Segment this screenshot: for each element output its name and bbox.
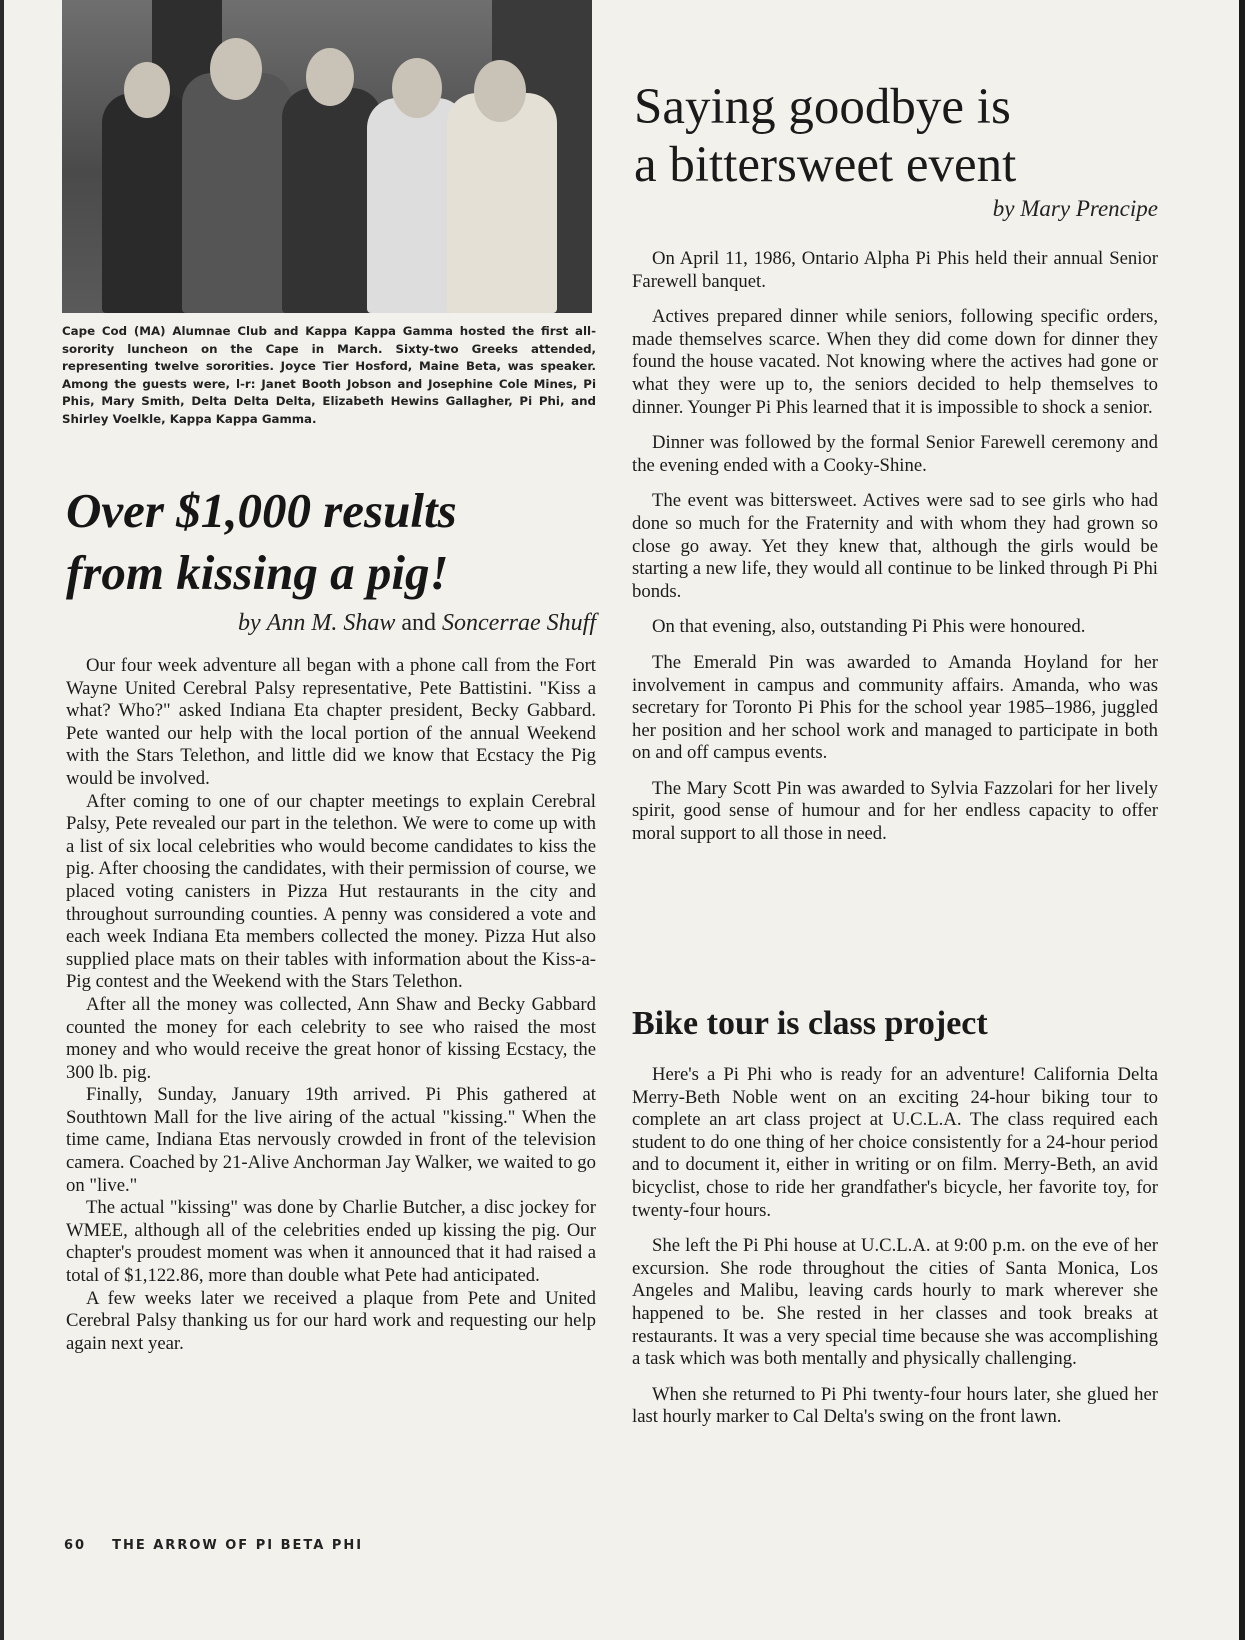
paragraph: On that evening, also, outstanding Pi Phis were honoured. [652, 616, 1086, 638]
scan-edge-right [1239, 0, 1245, 1640]
paragraph: Our four week adventure all began with a phone call from the Fort Wayne United Cerebral Palsy representative, Pete Battistini. "Kiss a what? Who?" asked Indiana Eta chapter president, Becky Gabbard. Pete wanted our help with the local portion of the annual Weekend with the Stars Telethon, and little did we know that Ecstacy the Pig would be involved. [66, 655, 596, 789]
paragraph: Here's a Pi Phi who is ready for an adventure! California Delta Merry-Beth Noble went on an exciting 24-hour biking tour to complete an art class project at U.C.L.A. The class required each student to do one thing of her choice consistently for a 24-hour period and to document it, either in writing or on film. Merry-Beth, an avid bicyclist, chose to ride her grandfather's bicycle, her favorite toy, for twenty-four hours. [632, 1064, 1158, 1221]
paragraph: The actual "kissing" was done by Charlie Butcher, a disc jockey for WMEE, although all of the celebrities ended up kissing the pig. Our chapter's proudest moment was when it announced that it had raised a total of $1,122.86, more than double what Pete had anticipated. [66, 1197, 596, 1287]
farewell-article-byline: by Mary Prencipe [992, 196, 1158, 221]
byline-author2: Soncerrae Shuff [442, 610, 596, 636]
byline-and: and [401, 610, 437, 636]
paragraph: The event was bittersweet. Actives were sad to see girls who had done so much for the Fraternity and with whom they had grown so close go away. Yet they knew that, although the girls would be starting a new life, they would all continue to be linked through Pi Phi bonds. [632, 490, 1158, 602]
paragraph: Actives prepared dinner while seniors, following specific orders, made themselves scarce. When they did come down for dinner they found the house vacated. Not knowing where the actives had gone or what they were up to, the seniors decided to help themselves to dinner. Younger Pi Phis learned that it is impossible to shock a senior. [632, 306, 1158, 418]
farewell-article-body [632, 248, 1158, 859]
pig-article-body [66, 655, 596, 1355]
publication-title: THE ARROW OF PI BETA PHI [112, 1538, 364, 1553]
paragraph: Finally, Sunday, January 19th arrived. Pi Phis gathered at Southtown Mall for the live airing of the actual "kissing." When the time came, Indiana Etas nervously crowded in front of the television camera. Coached by 21-Alive Anchorman Jay Walker, we waited to go on "live." [66, 1084, 596, 1196]
group-photo [62, 0, 592, 313]
scan-edge-left [0, 0, 4, 1640]
farewell-headline-line1: Saying goodbye is [634, 79, 1011, 135]
pig-article-headline [66, 480, 596, 604]
farewell-article-headline [634, 78, 1154, 194]
paragraph: After coming to one of our chapter meetings to explain Cerebral Palsy, Pete revealed our part in the telethon. We were to come up with a list of six local celebrities who would become candidates to kiss the pig. After choosing the candidates, with their permission of course, we placed voting canisters in Pizza Hut restaurants in the city and throughout surrounding counties. A penny was considered a vote and each week Indiana Eta members collected the money. Pizza Hut also supplied place mats on their tables with information about the Kiss-a-Pig contest and the Weekend with the Stars Telethon. [66, 790, 596, 993]
byline-by: by [238, 610, 261, 636]
byline-author1: Ann M. Shaw [266, 610, 396, 636]
pig-headline-line1: Over $1,000 results [66, 483, 457, 538]
paragraph: The Emerald Pin was awarded to Amanda Hoyland for her involvement in campus and community affairs. Amanda, who was secretary for Toronto Pi Phis for the school year 1985–1986, juggled her position and her school work and managed to participate in both on and off campus events. [632, 651, 1158, 764]
paragraph: After all the money was collected, Ann Shaw and Becky Gabbard counted the money for each celebrity to see who raised the most money and who would receive the great honor of kissing Ecstacy, the 300 lb. pig. [66, 993, 596, 1083]
paragraph: Dinner was followed by the formal Senior Farewell ceremony and the evening ended with a Cooky-Shine. [632, 432, 1158, 476]
bike-article-body [632, 1064, 1158, 1442]
page-number: 60 [64, 1538, 87, 1553]
pig-headline-line2: from kissing a pig! [66, 545, 449, 600]
paragraph: On April 11, 1986, Ontario Alpha Pi Phis held their annual Senior Farewell banquet. [632, 248, 1158, 292]
bike-article-headline: Bike tour is class project [632, 1005, 988, 1042]
paragraph: She left the Pi Phi house at U.C.L.A. at 9:00 p.m. on the eve of her excursion. She rode throughout the cities of Santa Monica, Los Angeles and Malibu, leaving cards hourly to mark wherever she happened to be. She rested in her classes and took breaks at restaurants. It was a very special time because she was accomplishing a task which was both mentally and physically challenging. [632, 1235, 1158, 1370]
pig-article-byline [62, 610, 596, 637]
paragraph: A few weeks later we received a plaque from Pete and United Cerebral Palsy thanking us for our hard work and requesting our help again next year. [66, 1287, 596, 1354]
photo-caption: Cape Cod (MA) Alumnae Club and Kappa Kappa Gamma hosted the first all-sorority luncheon on the Cape in March. Sixty-two Greeks attended, representing twelve sororities. Joyce Tier Hosford, Maine Beta, was speaker. Among the guests were, l-r: Janet Booth Jobson and Josephine Cole Mines, Pi Phis, Mary Smith, Delta Delta Delta, Elizabeth Hewins Gallagher, Pi Phi, and Shirley Voelkle, Kappa Kappa Gamma. [62, 324, 596, 426]
page-footer [64, 1538, 389, 1553]
paragraph: The Mary Scott Pin was awarded to Sylvia Fazzolari for her lively spirit, good sense of humour and for her endless capacity to offer moral support to all those in need. [632, 777, 1158, 845]
farewell-headline-line2: a bittersweet event [634, 137, 1017, 193]
paragraph: When she returned to Pi Phi twenty-four hours later, she glued her last hourly marker to Cal Delta's swing on the front lawn. [632, 1383, 1158, 1428]
